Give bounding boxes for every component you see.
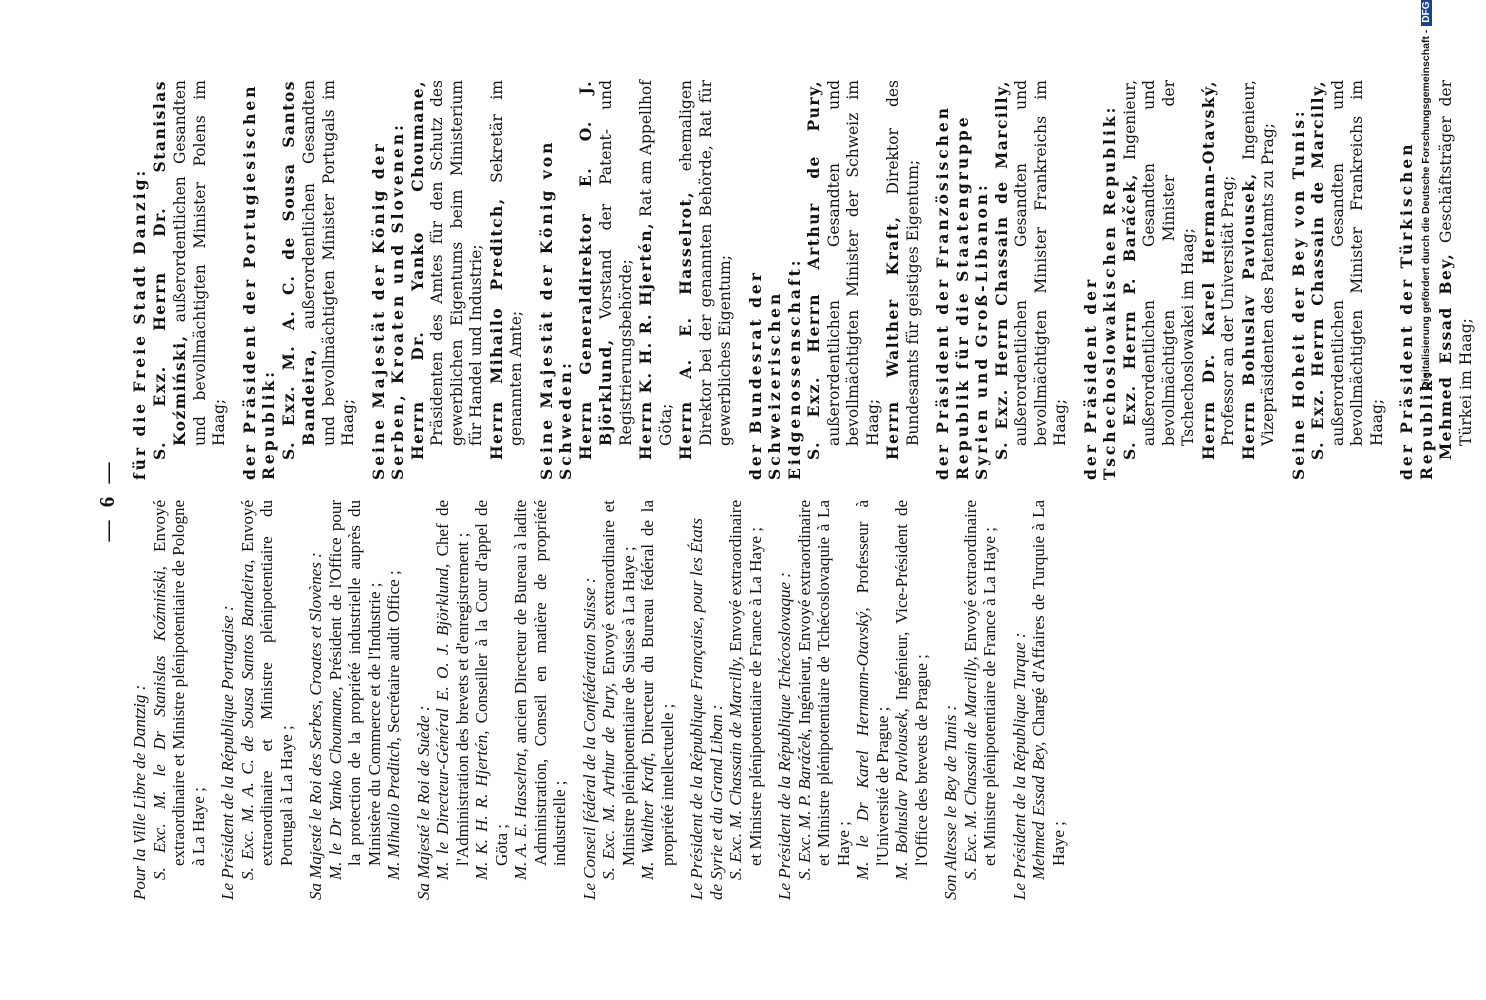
plenipotentiary xyxy=(1120,80,1199,480)
sovereign-heading: der Bundesrat der Schweizerischen Eidgenossenschaft: xyxy=(745,257,804,480)
french-column xyxy=(130,500,1078,900)
plenipotentiary-title: Geschäftsträger der Türkei im Haag; xyxy=(1437,80,1475,446)
sovereign-heading: Son Altesse le Bey de Tunis : xyxy=(941,704,960,900)
signatory-entry xyxy=(130,500,208,900)
plenipotentiary xyxy=(384,500,404,900)
plenipotentiary-title: Vorstand der Patent- und Registrierungsbehörde; xyxy=(597,80,635,446)
german-column xyxy=(130,80,1486,480)
credit-text: Digitalisierung gefördert durch die Deutsche Forschungsgemeinschaft - xyxy=(1420,29,1432,389)
plenipotentiary-name: S. Exc. M. A. C. de Sousa Santos Bandeira, xyxy=(237,559,257,880)
plenipotentiary-name: Herrn K. H. R. Hjertén, xyxy=(636,221,655,460)
plenipotentiary-title: außerordentlichen Gesandten und bevollmächtigten Minister Frankreichs im Haag; xyxy=(1012,80,1069,446)
sovereign-heading: Le Conseil fédéral de la Confédération Suisse : xyxy=(579,577,599,900)
sovereign-heading: Seine Hoheit der Bey von Tunis: xyxy=(1288,108,1308,480)
plenipotentiary xyxy=(511,500,570,900)
plenipotentiary-name: Mehmed Essad Bey, xyxy=(1029,741,1048,880)
plenipotentiary-name: M. le Dr Yanko Choumane, xyxy=(325,686,345,880)
plenipotentiary xyxy=(883,80,923,480)
plenipotentiary-title: Ingénieur, Envoyé extraordinaire et Ministre plénipotentiaire de Tchécoslovaquie à La Haye ; xyxy=(794,500,853,866)
plenipotentiary-name: M. le Directeur-Général E. O. J. Björklund, xyxy=(433,563,452,880)
plenipotentiary-title: Chargé d'Affaires de Turquie à La Haye ; xyxy=(1029,500,1068,866)
plenipotentiary xyxy=(472,500,511,900)
plenipotentiary xyxy=(1239,80,1279,480)
plenipotentiary xyxy=(1029,500,1068,900)
sovereign-heading: Sa Majesté le Roi de Suède : xyxy=(413,705,433,900)
plenipotentiary xyxy=(676,80,736,480)
plenipotentiary-name: M. A. E. Hasselrot, xyxy=(511,748,530,880)
signatory-entry xyxy=(414,500,570,900)
plenipotentiary xyxy=(279,80,359,480)
sovereign-heading: der Präsident der Französischen Republik für die Staatengruppe Syrien und Groß-Libanon: xyxy=(933,104,991,480)
plenipotentiary xyxy=(238,500,297,900)
plenipotentiary xyxy=(433,500,472,900)
plenipotentiary-name: Herrn Walther Kraft, xyxy=(883,215,902,460)
signatory-entry xyxy=(1289,80,1388,480)
signatory-entry xyxy=(933,80,1071,480)
plenipotentiary-title: Envoyé extraordinaire et Ministre plénipotentiaire de Pologne à La Haye ; xyxy=(149,500,208,866)
plenipotentiary xyxy=(1199,80,1239,480)
page-number: — 6 — xyxy=(95,458,119,542)
plenipotentiary xyxy=(804,80,883,480)
plenipotentiary-name: Mehmed Essad Bey, xyxy=(1436,252,1455,460)
plenipotentiary-title: außerordentlichen Gesandten und bevollmächtigten Minister Portugals im Haag; xyxy=(300,80,357,446)
signatory-entry xyxy=(218,500,296,900)
plenipotentiary-name: S. Exz. Herrn P. Baráček, xyxy=(1119,173,1139,460)
sovereign-heading: Sa Majesté le Roi des Serbes, Croates et Slovènes : xyxy=(306,552,325,900)
plenipotentiary-name: Herrn Dr. Karel Hermann-Otavský, xyxy=(1198,80,1218,460)
plenipotentiary-title: ehemaligen Direktor bei der genannten Behörde, Rat für gewerbliches Eigentum; xyxy=(677,80,734,446)
signatory-entry xyxy=(306,500,404,900)
plenipotentiary-title: Professor an der Universität Prag; xyxy=(1219,175,1237,446)
sovereign-heading: der Präsident der Türkischen Republik: xyxy=(1397,141,1436,480)
plenipotentiary-name: M. K. H. R. Hjertén, xyxy=(472,730,491,880)
plenipotentiary-title: Envoyé extraordinaire et Ministre plénipotentiaire du Portugal à La Haye ; xyxy=(237,500,296,866)
signatory-entry xyxy=(130,80,230,480)
plenipotentiary xyxy=(853,500,892,900)
signatory-entry xyxy=(1081,80,1279,480)
plenipotentiary-title: Ingénieur, Vice-Président de l'Office des brevets de Prague ; xyxy=(892,500,931,866)
plenipotentiary-title: Envoyé extraordinaire et Ministre plénipotentiaire de France à La Haye ; xyxy=(960,500,999,866)
sovereign-heading: der Präsident der Portugiesischen Republik: xyxy=(239,83,278,480)
plenipotentiary xyxy=(1308,80,1387,480)
signatory-entry xyxy=(687,500,765,900)
plenipotentiary-title: Rat am Appellhof Göta; xyxy=(637,80,675,446)
plenipotentiary xyxy=(961,500,1000,900)
plenipotentiary-name: S. Exc. M. le Dr Stanislas Koźmiński, xyxy=(149,566,169,880)
plenipotentiary-name: Herrn Generaldirektor E. O. J. Björklund, xyxy=(575,80,615,460)
plenipotentiary xyxy=(150,500,209,900)
plenipotentiary xyxy=(576,80,637,480)
plenipotentiary-title: Direktor des Bundesamts für geistiges Eigentum; xyxy=(884,80,922,446)
plenipotentiary-name: S. Exz. Herrn Arthur de Pury, xyxy=(804,80,823,460)
plenipotentiary-title: Envoyé extraordinaire et Ministre plénipotentiaire de Suisse à La Haye ; xyxy=(599,500,638,866)
plenipotentiary-title: außerordentlichen Gesandten und bevollmächtigten Minister Polens im Haag; xyxy=(171,80,228,446)
signatory-entry xyxy=(580,500,678,900)
plenipotentiary-name: Herrn Dr. Yanko Choumane, xyxy=(407,80,427,460)
signatory-entry xyxy=(240,80,359,480)
plenipotentiary xyxy=(487,80,527,480)
signatory-entry xyxy=(369,80,527,480)
plenipotentiary-title: Conseiller à la Cour d'appel de Göta ; xyxy=(472,499,511,866)
plenipotentiary-name: S. Exz. Herrn Dr. Stanislas Koźmiński, xyxy=(149,80,189,460)
plenipotentiary-title: außerordentlichen Gesandten und bevollmächtigten Minister der Schweiz im Haag; xyxy=(824,80,882,446)
plenipotentiary-name: S. Exc. M. Chassain de Marcilly, xyxy=(726,656,745,880)
plenipotentiary xyxy=(638,500,677,900)
signatory-entry xyxy=(941,500,1000,900)
plenipotentiary-title: Professeur à l'Université de Prague ; xyxy=(853,499,892,866)
plenipotentiary-name: S. Exc. M. Chassain de Marcilly, xyxy=(960,656,980,880)
plenipotentiary-title: ancien Directeur de Bureau à ladite Administration, Conseil en matière de propriété industrielle ; xyxy=(511,499,569,866)
plenipotentiary-name: S. Exc. M. Arthur de Pury, xyxy=(599,682,618,880)
plenipotentiary-title: Envoyé extraordinaire et Ministre plénipotentiaire de France à La Haye ; xyxy=(726,500,765,866)
digitization-credit xyxy=(1420,1,1436,394)
plenipotentiary-title: Präsidenten des Amtes für den Schutz des gewerblichen Eigentums beim Ministerium für Handel und Industrie; xyxy=(428,80,485,446)
sovereign-heading: Le Président de la République Française, pour les États de Syrie et du Grand Liban : xyxy=(687,518,726,900)
plenipotentiary-name: M. Bohuslav Pavlousek, xyxy=(892,708,911,880)
plenipotentiary xyxy=(150,80,230,480)
plenipotentiary xyxy=(408,80,487,480)
plenipotentiary xyxy=(326,500,385,900)
plenipotentiary-name: S. Exz. M. A. C. de Sousa Santos Bandeira, xyxy=(278,80,318,460)
plenipotentiary xyxy=(892,500,931,900)
plenipotentiary-title: Président de l'Office pour la protection de la propriété industrielle auprès du Ministère du Commerce et de l'Industrie ; xyxy=(325,500,384,866)
plenipotentiary-title: Sekretär im genannten Amte; xyxy=(487,80,525,446)
signatory-entry xyxy=(746,80,924,480)
plenipotentiary-name: S. Exz. Herrn Chassain de Marcilly, xyxy=(991,80,1011,460)
plenipotentiary-name: S. Exz. Herrn Chassain de Marcilly, xyxy=(1308,80,1327,460)
sovereign-heading: Pour la Ville Libre de Dantzig : xyxy=(130,684,149,900)
dfg-logo: DFG xyxy=(1421,0,1432,26)
signatory-entry xyxy=(537,80,736,480)
signatory-entry xyxy=(1010,500,1069,900)
sovereign-heading: für die Freie Stadt Danzig: xyxy=(130,167,149,480)
sovereign-heading: Le Président de la République Portugaise : xyxy=(218,605,237,900)
plenipotentiary xyxy=(636,80,676,480)
plenipotentiary xyxy=(795,500,854,900)
plenipotentiary-name: Herrn A. E. Hasselrot, xyxy=(676,190,695,460)
plenipotentiary-title: Chef de l'Administration des brevets et d'enregistrement ; xyxy=(433,499,472,866)
signatory-entry xyxy=(1397,80,1476,480)
plenipotentiary-title: Ingenieur, Vizepräsidenten des Patentamts zu Prag; xyxy=(1239,80,1277,446)
plenipotentiary-name: Herrn Bohuslav Pavlousek, xyxy=(1238,172,1258,460)
sovereign-heading: Seine Majestät der König von Schweden: xyxy=(536,139,575,480)
plenipotentiary xyxy=(992,80,1071,480)
plenipotentiary-name: M. Walther Kraft, xyxy=(638,752,657,880)
sovereign-heading: Seine Majestät der König der Serben, Kroaten und Slovenen: xyxy=(368,122,407,480)
plenipotentiary-title: Directeur du Bureau fédéral de la propriété intellectuelle ; xyxy=(638,500,677,866)
signatory-entry xyxy=(775,500,931,900)
plenipotentiary xyxy=(1436,80,1476,480)
sovereign-heading: Le Président de la République Turque : xyxy=(1009,632,1029,900)
plenipotentiary-name: M. le Dr Karel Hermann-Otavský, xyxy=(853,607,872,880)
plenipotentiary-name: Herrn Mihailo Preditch, xyxy=(486,197,506,460)
plenipotentiary-title: Ingenieur, außerordentlichen Gesandten und bevollmächtigten Minister der Tschechoslowakei im Haag; xyxy=(1120,80,1197,446)
plenipotentiary xyxy=(726,500,765,900)
plenipotentiary-name: M. Mihailo Preditch, xyxy=(384,737,403,880)
plenipotentiary-name: S. Exc. M. P. Baráček, xyxy=(794,728,814,880)
sovereign-heading: Le Président de la République Tchécoslovaque : xyxy=(775,572,794,900)
sovereign-heading: der Präsident der Tschechoslowakischen Republik: xyxy=(1080,104,1119,480)
plenipotentiary-title: außerordentlichen Gesandten und bevollmächtigten Minister Frankreichs im Haag; xyxy=(1328,80,1386,446)
plenipotentiary-title: Secrétaire audit Office ; xyxy=(384,570,403,733)
plenipotentiary xyxy=(599,500,638,900)
